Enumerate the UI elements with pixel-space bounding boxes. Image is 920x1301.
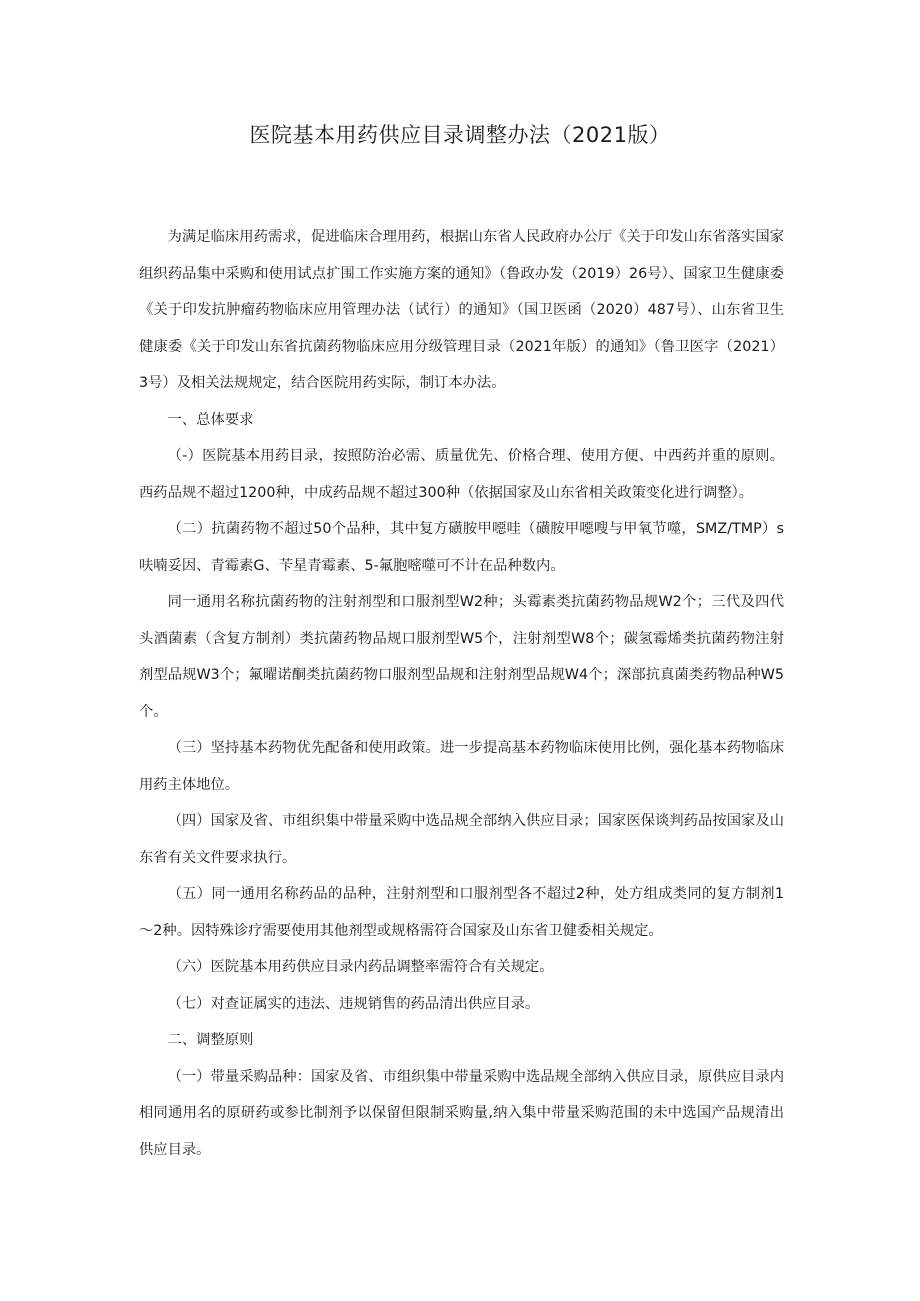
paragraph-item-3: （三）坚持基本药物优先配备和使用政策。进一步提高基本药物临床使用比例，强化基本药物临床用药主体地位。 (139, 740, 784, 793)
paragraph-item-7: （七）对查证属实的违法、违规销售的药品清出供应目录。 (167, 995, 540, 1012)
paragraph-item-2: （二）抗菌药物不超过50个品种，其中复方磺胺甲噁哇（磺胺甲噁嗖与甲氧节噬，SMZ/TMP）s呋喃妥因、青霉素G、苄星青霉素、5-氟胞嘧噬可不计在品种数内。 (139, 521, 784, 574)
document-body (139, 219, 784, 1168)
document-title: 医院基本用药供应目录调整办法（2021版） (249, 123, 671, 147)
section-heading-general: 一、总体要求 (167, 411, 254, 428)
paragraph-item-1: （-）医院基本用药目录，按照防治必需、质量优先、价格合理、使用方便、中西药并重的原则。西药品规不超过1200种，中成药品规不超过300种（依据国家及山东省相关政策变化进行调整）。 (139, 448, 784, 501)
paragraph-item-4: （四）国家及省、市组织集中带量采购中选品规全部纳入供应目录；国家医保谈判药品按国家及山东省有关文件要求执行。 (139, 813, 784, 866)
paragraph-antibiotic-limits: 同一通用名称抗菌药物的注射剂型和口服剂型W2种；头霉素类抗菌药物品规W2个；三代及四代头酒菌素（含复方制剂）类抗菌药物品规口服剂型W5个，注射剂型W8个；碳氢霉烯类抗菌药物注射剂型品规W3个；氟曜诺酮类抗菌药物口服剂型品规和注射剂型品规W4个；深部抗真菌类药物品种W5个。 (139, 594, 784, 720)
paragraph-item-5: （五）同一通用名称药品的品种，注射剂型和口服剂型各不超过2种，处方组成类同的复方制剂1～2种。因特殊诊疗需要使用其他剂型或规格需符合国家及山东省卫健委相关规定。 (139, 886, 784, 939)
paragraph-item-6: （六）医院基本用药供应目录内药品调整率需符合有关规定。 (167, 959, 554, 975)
section-heading-principles: 二、调整原则 (167, 1032, 254, 1048)
paragraph-principle-1: （一）带量采购品种：国家及省、市组织集中带量采购中选品规全部纳入供应目录，原供应目录内相同通用名的原研药或参比制剂予以保留但限制采购量,纳入集中带量采购范围的未中选国产品规清出供应目录。 (139, 1068, 784, 1158)
paragraph-intro: 为满足临床用药需求，促进临床合理用药，根据山东省人民政府办公厅《关于印发山东省落实国家组织药品集中采购和使用试点扩围工作实施方案的通知》（鲁政办发（2019）26号）、国家卫生健康委《关于印发抗肿瘤药物临床应用管理办法（试行）的通知》（国卫医函（2020）487号）、山东省卫生健康委《关于印发山东省抗菌药物临床应用分级管理目录（2021年版）的通知》（鲁卫医字（2021）3号）及相关法规规定，结合医院用药实际，制订本办法。 (139, 229, 784, 391)
